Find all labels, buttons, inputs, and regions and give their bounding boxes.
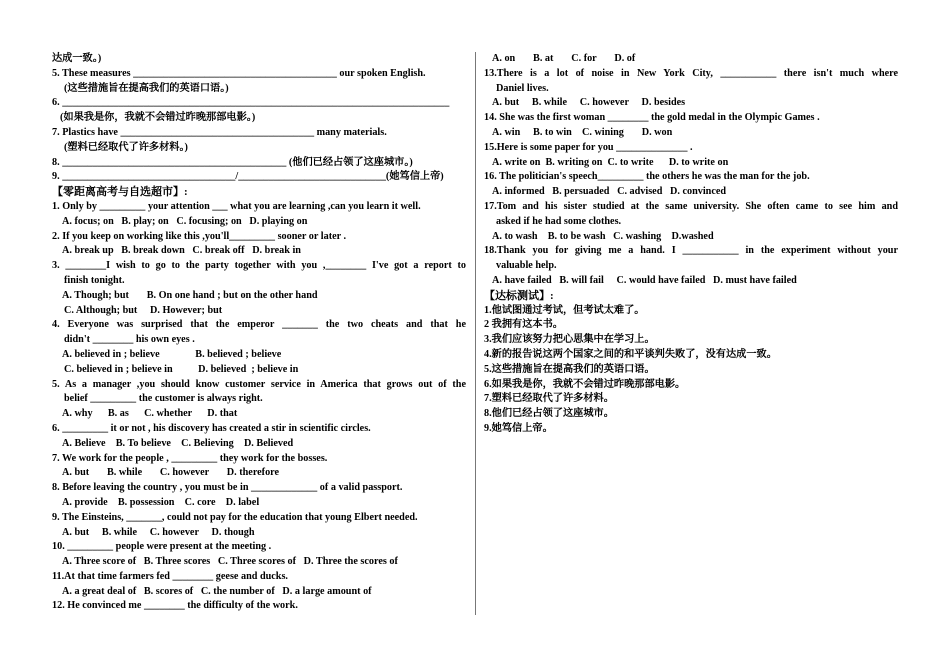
text-line: 8. Before leaving the country , you must be in _____________ of a valid passport. xyxy=(52,482,403,494)
text-line: finish tonight. xyxy=(64,274,125,286)
text-line: 14. She was the first woman ________ the gold medal in the Olympic Games . xyxy=(484,112,820,124)
answer-options: A. have failed B. will fail C. would have failed D. must have failed xyxy=(492,274,797,286)
text-line: 5.这些措施旨在提高我们的英语口语。 xyxy=(484,363,655,375)
section-heading: 【零距离高考与自选超市】: xyxy=(52,186,188,199)
text-line: 6.如果我是你，我就不会错过昨晚那部电影。 xyxy=(484,378,686,390)
text-line: 12. He convinced me ________ the difficulty of the work. xyxy=(52,600,298,612)
text-line: 1.他试图通过考试，但考试太难了。 xyxy=(484,304,645,316)
text-line: 18.Thank you for giving me a hand. I ___________ in the experiment without your xyxy=(484,245,898,257)
text-line: 7.塑料已经取代了许多材料。 xyxy=(484,393,614,405)
answer-options: A. believed in ; believe B. believed ; believe xyxy=(62,348,282,360)
text-line: 16. The politician's speech_________ the others he was the man for the job. xyxy=(484,171,810,183)
text-line: 5. As a manager ,you should know customer service in America that grows out of the xyxy=(52,378,466,390)
text-line: 9. The Einsteins, _______, could not pay for the education that young Elbert needed. xyxy=(52,511,418,523)
text-line: 7. We work for the people , _________ they work for the bosses. xyxy=(52,452,328,464)
answer-options: A. win B. to win C. wining D. won xyxy=(492,126,673,138)
text-line: 6. ____________________________________________________________________________ xyxy=(52,97,450,109)
answer-options: A. but B. while C. however D. besides xyxy=(492,97,686,109)
text-line: 10. _________ people were present at the meeting . xyxy=(52,541,272,553)
text-line: 11.At that time farmers fed ________ geese and ducks. xyxy=(52,570,288,582)
text-line: (这些措施旨在提高我们的英语口语。) xyxy=(64,82,229,94)
answer-options: A. but B. while C. however D. therefore xyxy=(62,467,280,479)
text-line: 4.新的报告说这两个国家之间的和平谈判失败了，没有达成一致。 xyxy=(484,348,777,360)
text-line: belief _________ the customer is always right. xyxy=(64,393,263,405)
text-line: 8. ____________________________________________ (他们已经占领了这座城市。) xyxy=(52,156,413,168)
answer-options: A. a great deal of B. scores of C. the number of D. a large amount of xyxy=(62,585,372,597)
answer-options: A. provide B. possession C. core D. label xyxy=(62,496,260,508)
answer-options: A. Though; but B. On one hand ; but on the other hand xyxy=(62,289,318,301)
answer-options: A. to wash B. to be wash C. washing D.washed xyxy=(492,230,714,242)
text-line: 3.我们应该努力把心思集中在学习上。 xyxy=(484,334,655,346)
text-line: 9. __________________________________/_____________________________(她笃信上帝) xyxy=(52,171,444,183)
text-line: C. Although; but D. However; but xyxy=(64,304,223,316)
column-divider xyxy=(475,52,476,615)
answer-options: A. on B. at C. for D. of xyxy=(492,53,636,64)
section-heading: 【达标测试】: xyxy=(484,289,554,302)
answer-options: A. informed B. persuaded C. advised D. convinced xyxy=(492,186,727,198)
text-line: C. believed in ; believe in D. believed ; believe in xyxy=(64,363,299,375)
answer-options: A. write on B. writing on C. to write D. to write on xyxy=(492,156,729,168)
answer-options: A. Believe B. To believe C. Believing D. Believed xyxy=(62,437,294,449)
text-line: Daniel lives. xyxy=(496,82,549,94)
text-line: 13.There is a lot of noise in New York City, ___________ there isn't much where xyxy=(484,67,898,79)
answer-options: (如果我是你，我就不会错过昨晚那部电影。) xyxy=(60,112,256,124)
text-line: 6. _________ it or not , his discovery has created a stir in scientific circles. xyxy=(52,422,371,434)
text-line: 7. Plastics have ______________________________________ many materials. xyxy=(52,126,387,138)
answer-options: A. break up B. break down C. break off D. break in xyxy=(62,245,301,257)
answer-options: A. Three score of B. Three scores C. Three scores of D. Three the scores of xyxy=(62,556,398,568)
text-line: (塑料已经取代了许多材料。) xyxy=(64,141,188,153)
text-line: 5. These measures ________________________________________ our spoken English. xyxy=(52,67,426,79)
text-line: 2. If you keep on working like this ,you'll_________ sooner or later . xyxy=(52,230,347,242)
text-line: 17.Tom and his sister studied at the same university. She often came to see him and xyxy=(484,200,898,212)
text-line: 1. Only by _________ your attention ___ what you are learning ,can you learn it well. xyxy=(52,200,421,212)
text-line: 15.Here is some paper for you ______________ . xyxy=(484,141,693,153)
text-line: 2 我拥有这本书。 xyxy=(484,319,563,331)
text-line: 9.她笃信上帝。 xyxy=(484,422,553,434)
answer-options: A. focus; on B. play; on C. focusing; on D. playing on xyxy=(62,215,308,227)
text-line: valuable help. xyxy=(496,260,557,272)
text-line: asked if he had some clothes. xyxy=(496,215,622,227)
text-line: 3. ________I wish to go to the party together with you ,________ I've got a report to xyxy=(52,260,466,272)
text-line: 8.他们已经占领了这座城市。 xyxy=(484,408,614,420)
left-column xyxy=(52,52,466,614)
right-column xyxy=(484,52,898,437)
text-line: didn't ________ his own eyes . xyxy=(64,334,195,346)
answer-options: A. but B. while C. however D. though xyxy=(62,526,255,538)
answer-options: A. why B. as C. whether D. that xyxy=(62,408,238,420)
text-line: 达成一致。) xyxy=(52,53,102,64)
text-line: 4. Everyone was surprised that the emperor _______ the two cheats and that he xyxy=(52,319,466,331)
